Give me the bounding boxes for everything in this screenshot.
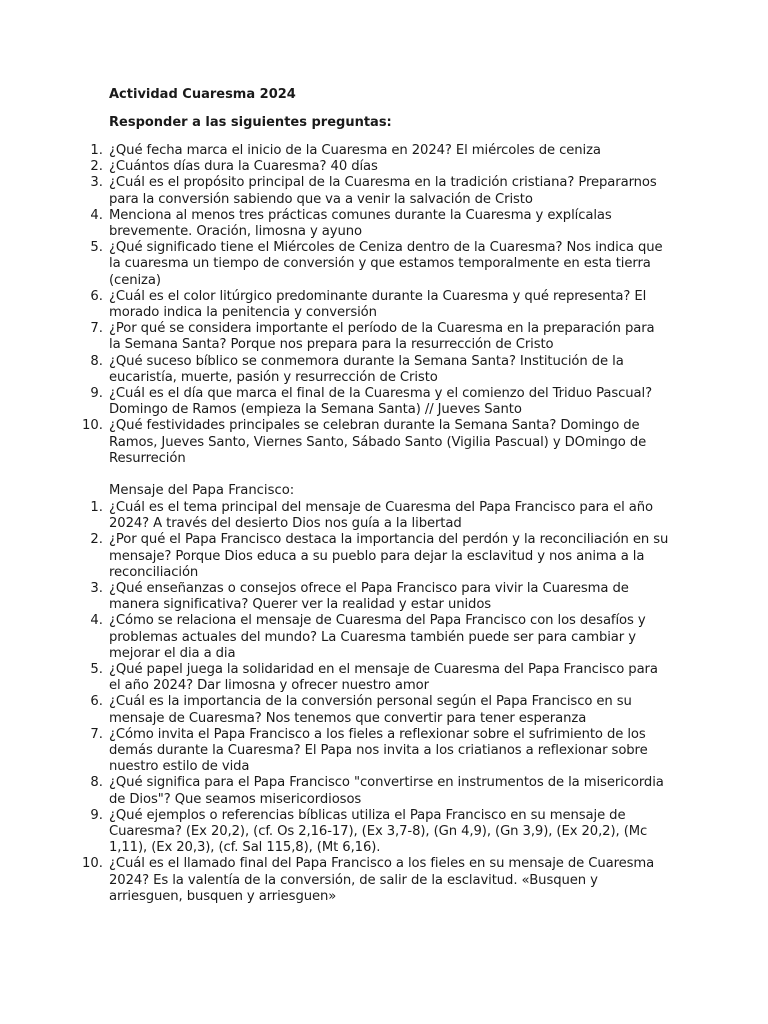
item-number: 3. <box>90 175 103 191</box>
item-number: 7. <box>90 321 103 337</box>
item-text: ¿Por qué se considera importante el período de la Cuaresma en la preparación para la Semana Santa? Porque nos prepara para la resurrección de Cristo <box>109 321 655 353</box>
item-text: ¿Cómo se relaciona el mensaje de Cuaresma del Papa Francisco con los desafíos y problemas actuales del mundo? La Cuaresma también puede ser para cambiar y mejorar el dia a dia <box>109 613 646 661</box>
list-item <box>0 694 669 726</box>
item-text: ¿Qué suceso bíblico se conmemora durante la Semana Santa? Institución de la eucaristía, muerte, pasión y resurrección de Cristo <box>109 353 624 385</box>
list-item <box>0 159 669 175</box>
item-number: 5. <box>90 240 103 256</box>
item-text: ¿Qué enseñanzas o consejos ofrece el Papa Francisco para vivir la Cuaresma de manera significativa? Querer ver la realidad y estar unidos <box>109 581 629 613</box>
item-number: 4. <box>90 207 103 223</box>
section-title: Mensaje del Papa Francisco: <box>109 483 295 498</box>
list-item <box>0 500 669 532</box>
list-item <box>0 321 669 353</box>
item-number: 10. <box>82 418 103 434</box>
list-item <box>0 727 669 776</box>
item-number: 1. <box>90 143 103 158</box>
list-item <box>0 418 669 467</box>
list-item <box>0 613 669 662</box>
item-number: 6. <box>90 288 103 304</box>
list-item <box>0 289 669 321</box>
item-text: ¿Qué festividades principales se celebran durante la Semana Santa? Domingo de Ramos, Jueves Santo, Viernes Santo, Sábado Santo (Vigilia Pascual) y DOmingo de Resurreción <box>109 418 647 466</box>
item-number: 2. <box>90 532 103 548</box>
item-text: ¿Por qué el Papa Francisco destaca la importancia del perdón y la reconciliación en su mensaje? Porque Dios educa a su pueblo para dejar la esclavitud y nos anima a la reconciliación <box>109 532 669 580</box>
item-text: ¿Qué fecha marca el inicio de la Cuaresma en 2024? El miércoles de ceniza <box>109 143 601 158</box>
list-item <box>0 354 669 386</box>
list-item <box>0 208 669 240</box>
item-text: ¿Qué significa para el Papa Francisco "convertirse en instrumentos de la misericordia de Dios"? Que seamos misericordiosos <box>109 775 664 807</box>
item-text: ¿Cuál es el propósito principal de la Cuaresma en la tradición cristiana? Prepararnos para la conversión sabiendo que va a venir la salvación de Cristo <box>109 175 657 207</box>
item-text: ¿Cuál es el día que marca el final de la Cuaresma y el comienzo del Triduo Pascual? Domingo de Ramos (empieza la Semana Santa) // Jueves Santo <box>109 386 652 418</box>
item-number: 5. <box>90 662 103 678</box>
item-text: ¿Qué ejemplos o referencias bíblicas utiliza el Papa Francisco en su mensaje de Cuaresma? (Ex 20,2), (cf. Os 2,16-17), (Ex 3,7-8), (Gn 4,9), (Gn 3,9), (Ex 20,2), (Mc 1,11), (Ex 20,3), (cf. Sal 115,8), (Mt 6,16). <box>109 807 648 856</box>
item-number: 4. <box>90 613 103 629</box>
list-item <box>0 775 669 807</box>
item-number: 2. <box>90 159 103 175</box>
item-number: 9. <box>90 807 103 823</box>
item-text: ¿Cuántos días dura la Cuaresma? 40 días <box>109 159 378 175</box>
item-number: 3. <box>90 581 103 597</box>
item-number: 10. <box>82 856 103 872</box>
questions-list <box>0 143 768 467</box>
list-item <box>0 856 669 905</box>
list-item <box>0 240 669 289</box>
list-item <box>0 581 669 613</box>
item-number: 8. <box>90 775 103 791</box>
list-item <box>0 808 669 857</box>
item-text: ¿Qué papel juega la solidaridad en el mensaje de Cuaresma del Papa Francisco para el año 2024? Dar limosna y ofrecer nuestro amor <box>109 662 658 694</box>
item-number: 6. <box>90 694 103 710</box>
item-text: ¿Cuál es el tema principal del mensaje de Cuaresma del Papa Francisco para el año 2024? A través del desierto Dios nos guía a la libertad <box>109 500 653 532</box>
item-number: 9. <box>90 386 103 402</box>
item-text: ¿Cuál es la importancia de la conversión personal según el Papa Francisco en su mensaje de Cuaresma? Nos tenemos que convertir para tener esperanza <box>109 694 632 726</box>
item-number: 1. <box>90 500 103 515</box>
document-title: Actividad Cuaresma 2024 <box>109 87 296 102</box>
item-text: ¿Cuál es el color litúrgico predominante durante la Cuaresma y qué representa? El morado indica la penitencia y conversión <box>109 288 647 321</box>
item-number: 8. <box>90 353 103 369</box>
item-number: 7. <box>90 726 103 742</box>
list-item <box>0 662 669 694</box>
list-item <box>0 386 669 418</box>
list-item <box>0 532 669 581</box>
list-item <box>0 143 669 159</box>
list-item <box>0 175 669 207</box>
document-subtitle: Responder a las siguientes preguntas: <box>109 115 392 130</box>
item-text: ¿Cómo invita el Papa Francisco a los fieles a reflexionar sobre el sufrimiento de los demás durante la Cuaresma? El Papa nos invita a los criatianos a reflexionar sobre nuestro estilo de vida <box>109 726 648 775</box>
item-text: Menciona al menos tres prácticas comunes durante la Cuaresma y explícalas brevemente. Oración, limosna y ayuno <box>109 207 612 240</box>
item-text: ¿Qué significado tiene el Miércoles de Ceniza dentro de la Cuaresma? Nos indica que la cuaresma un tiempo de conversión y que estamos temporalmente en esta tierra (ceniza) <box>109 240 663 288</box>
item-text: ¿Cuál es el llamado final del Papa Francisco a los fieles en su mensaje de Cuaresma 2024? Es la valentía de la conversión, de salir de la esclavitud. «Busquen y arriesguen, busquen y arriesguen» <box>109 856 655 904</box>
papa-questions-list <box>0 500 768 905</box>
